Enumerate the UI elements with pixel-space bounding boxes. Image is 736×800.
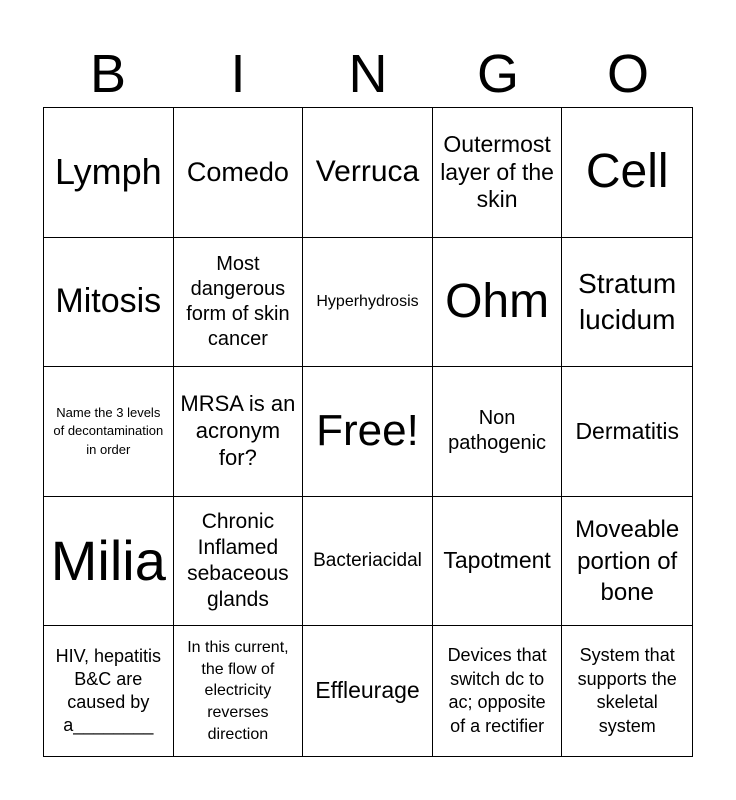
cell-text: Dermatitis [575,417,679,444]
cell-text: Lymph [54,151,162,193]
bingo-cell [433,626,563,756]
cell-text: Ohm [445,274,550,328]
header-letter-b: B [89,44,127,104]
bingo-cell [562,497,692,627]
cell-text: HIV, hepatitis B&C are caused by a________ [55,646,161,736]
cell-text: System that supports the skeletal system [577,645,677,736]
bingo-cell [303,626,433,756]
cell-text: Stratum lucidum [578,267,677,335]
bingo-cell [174,626,304,756]
cell-text: MRSA is an acronym for? [180,391,296,470]
bingo-cell [562,367,692,497]
header-letter-n: N [348,44,388,104]
cell-text: Verruca [315,155,420,189]
cell-text: Hyperhydrosis [316,293,419,311]
bingo-cell [303,497,433,627]
bingo-cell [433,367,563,497]
cell-text: Cell [585,145,669,199]
header-letter-o: O [606,44,649,104]
bingo-header [43,40,693,108]
bingo-cell [44,238,174,368]
bingo-cell [174,497,304,627]
cell-text: Effleurage [315,677,420,704]
bingo-cell [303,108,433,238]
cell-text: Most dangerous form of skin cancer [186,252,290,350]
bingo-cell [44,367,174,497]
cell-text: Bacteriacidal [313,550,422,572]
bingo-cell [433,108,563,238]
bingo-cell [562,108,692,238]
bingo-cell [44,108,174,238]
bingo-cell [303,238,433,368]
cell-text: Tapotment [443,547,551,574]
cell-text: Non pathogenic [448,407,547,455]
bingo-cell [562,626,692,756]
bingo-cell [44,626,174,756]
cell-text: Free! [316,406,419,456]
bingo-cell [174,238,304,368]
header-letter-g: G [476,44,519,104]
header-letter-i: I [230,44,246,104]
bingo-cell [174,367,304,497]
cell-text: Name the 3 levels of decontamination in order [53,405,164,457]
cell-text: Milia [50,528,166,592]
cell-text: Mitosis [55,282,162,321]
cell-text: In this current, the flow of electricity reverses direction [187,639,289,743]
bingo-cell [433,238,563,368]
cell-text: Chronic Inflamed sebaceous glands [187,509,289,612]
bingo-cell [433,497,563,627]
cell-text: Outermost layer of the skin [440,130,554,213]
bingo-cell [174,108,304,238]
bingo-cell [44,497,174,627]
bingo-cell [562,238,692,368]
cell-text: Devices that switch dc to ac; opposite of a rectifier [447,645,547,736]
cell-text: Comedo [186,157,289,188]
bingo-cell [303,367,433,497]
cell-text: Moveable portion of bone [575,516,680,606]
bingo-board [43,107,693,757]
